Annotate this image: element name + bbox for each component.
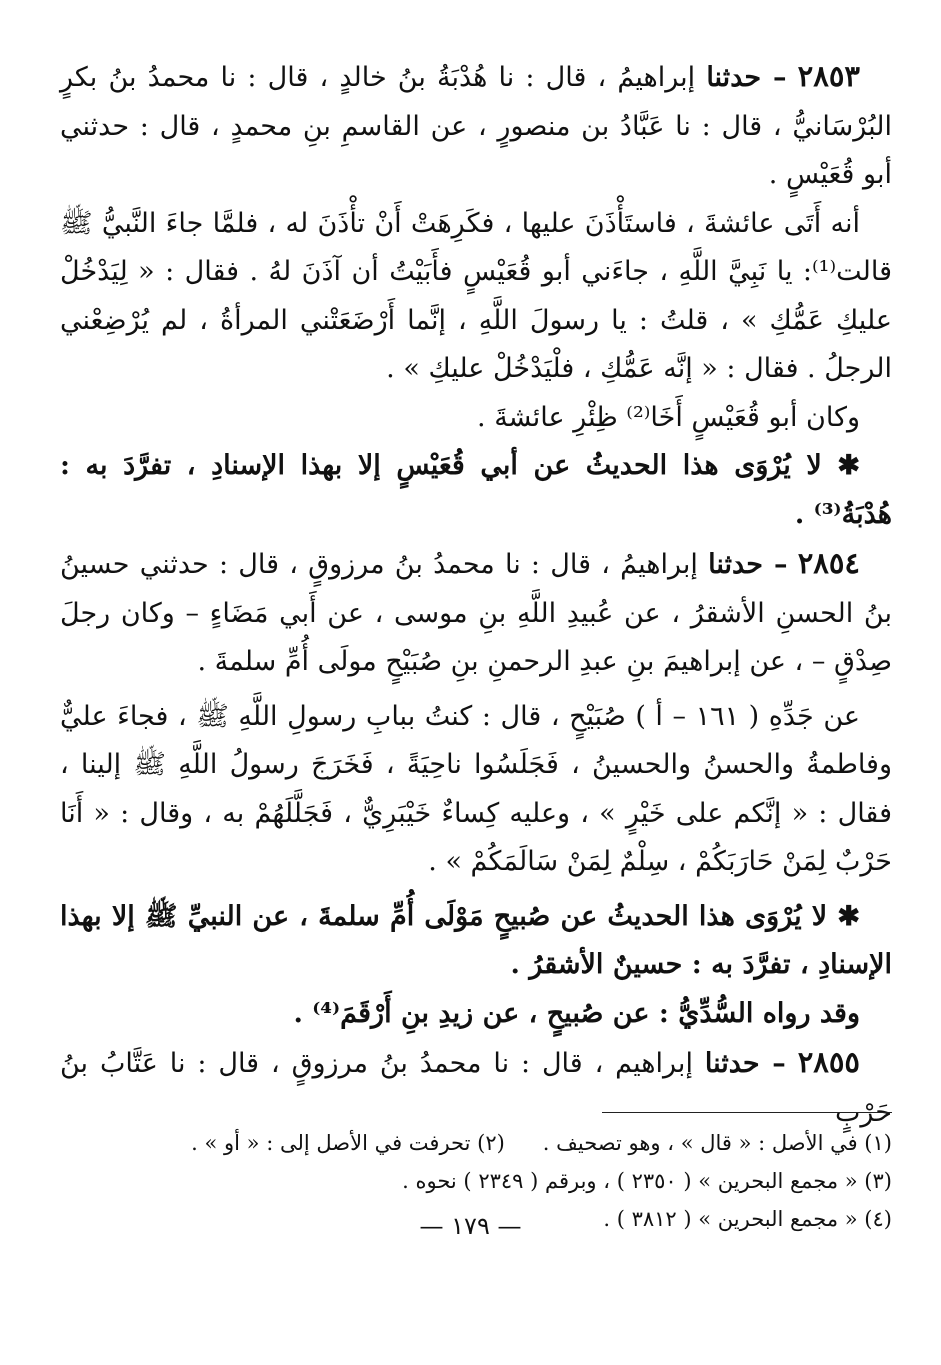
isnad-text: إبراهيمُ ، قال : نا محمدُ بنُ مرزوقٍ ، قال : حدثني حسينُ بنُ الحسنِ الأشقرُ ، عن عُبيدِ اللَّهِ بنِ موسى ، عن أَبي مَضَاءٍ – وكان رجلَ صِدْقٍ – ، عن إبراهيمَ بنِ عبدِ الرحمنِ بنِ صُبَيْحٍ مولَى أُمِّ سلمةَ . <box>60 549 892 677</box>
isnad-text: إبراهيم ، قال : نا محمدُ بنُ مرزوقٍ ، قال : نا عَتَّابُ بنُ حَرْبٍ <box>60 1048 892 1128</box>
hadith-number: ٢٨٥٣ <box>797 59 860 93</box>
hadith-2853-comment: ✱ لا يُرْوَى هذا الحديثُ عن أبي قُعَيْسٍ إلا بهذا الإسنادِ ، تفرَّدَ به : هُدْبَةُ⁽³⁾ . <box>60 450 892 530</box>
footnote-2: (٢) تحرفت في الأصل إلى : « أو » . <box>191 1131 505 1155</box>
hadith-intro: – حدثنا <box>706 62 787 93</box>
hadith-2853-note: وكان أبو قُعَيْسٍ أَخَا⁽²⁾ ظِئْرِ عائشةَ . <box>477 401 860 433</box>
hadith-2854-comment: ✱ لا يُرْوَى هذا الحديثُ عن صُبيحٍ مَوْلَى أُمِّ سلمةَ ، عن النبيِّ ﷺ إلا بهذا الإسنادِ ، تفرَّدَ به : حسينٌ الأشقرُ . <box>60 900 892 980</box>
isnad-text: إبراهيمُ ، قال : نا هُدْبَةُ بنُ خالدٍ ، قال : نا محمدُ بنُ بكرٍ البُرْسَانيُّ ، قال : نا عَبَّادُ بن منصورٍ ، عن القاسمِ بنِ محمدٍ ، قال : حدثني أبو قُعَيْسٍ . <box>60 62 892 190</box>
hadith-intro: – حدثنا <box>704 1048 786 1079</box>
footnote-3: (٣) « مجمع البحرين » ( ٢٣٥٠ ) ، وبرقم ( ٢٣٤٩ ) نحوه . <box>402 1169 892 1193</box>
hadith-number: ٢٨٥٥ <box>797 1045 860 1079</box>
hadith-2854-extra: وقد رواه السُّدِّيُّ : عن صُبيحٍ ، عن زيدِ بنِ أَرْقَمَ⁽⁴⁾ . <box>293 997 860 1029</box>
page-body <box>60 52 892 1332</box>
hadith-2853-isnad <box>60 52 892 200</box>
hadith-2853-matn: أنه أَتَى عائشةَ ، فاستَأْذَنَ عليها ، فكَرِهَتْ أَنْ تأْذَنَ له ، فلمَّا جاءَ النَّبيُّ ﷺ قالت⁽¹⁾: يا نَبِيَّ اللَّهِ ، جاءَني أبو قُعَيْسٍ فأَبَيْتُ أن آذَنَ لهُ . فقال : « لِيَدْخُلْ عليكِ عَمُّكِ » ، قلتُ : يا رسولَ اللَّهِ ، إنَّما أَرْضَعَتْني المرأةُ ، لم يُرْضِعْني الرجلُ . فقال : « إنَّه عَمُّكِ ، فلْيَدْخُلْ عليكِ » . <box>60 207 892 384</box>
hadith-2855-isnad <box>60 1038 892 1137</box>
footnote-4: (٤) « مجمع البحرين » ( ٣٨١٢ ) . <box>603 1207 892 1231</box>
page-number: — ١٧٩ — <box>419 1212 522 1240</box>
hadith-2854-isnad <box>60 539 892 687</box>
hadith-2854-matn: عن جَدِّهِ ( ١٦١ – أ ) صُبَيْحٍ ، قال : كنتُ ببابِ رسولِ اللَّهِ ﷺ ، فجاءَ عليٌّ وفاطمةُ والحسنُ والحسينُ ، فَجَلَسُوا ناحِيَةً ، فَخَرَجَ رسولُ اللَّهِ ﷺ إلينا ، فقال : « إنَّكم على خَيْرٍ » ، وعليه كِساءٌ خَيْبَرِيٌّ ، فَجَلَّلَهُمْ به ، وقال : « أَنَا حَرْبٌ لِمَنْ حَارَبَكُمْ ، سِلْمٌ لِمَنْ سَالَمَكُمْ » . <box>60 700 892 877</box>
hadith-intro: – حدثنا <box>708 549 788 580</box>
hadith-number: ٢٨٥٤ <box>797 546 860 580</box>
footnotes-row-1 <box>60 1124 892 1162</box>
footnote-1: (١) في الأصل : « قال » ، وهو تصحيف . <box>542 1131 892 1155</box>
footnote-divider <box>602 1112 892 1113</box>
